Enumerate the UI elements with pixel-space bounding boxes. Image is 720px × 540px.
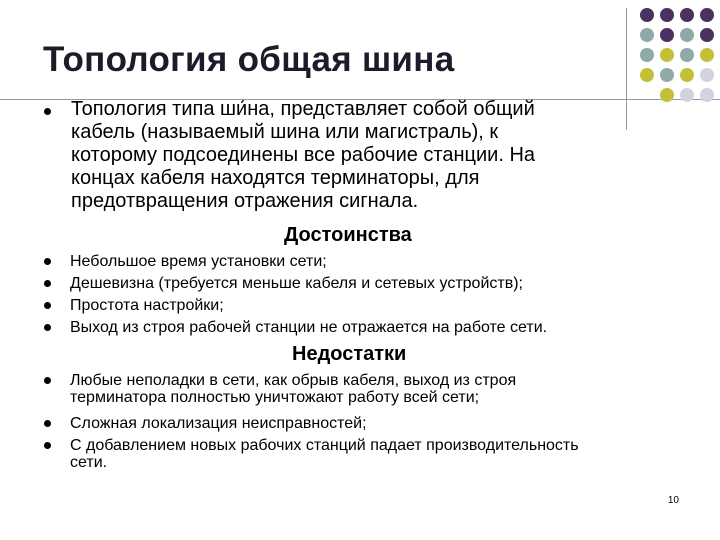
decorative-dot bbox=[680, 68, 694, 82]
decorative-dot bbox=[700, 88, 714, 102]
intro-line: концах кабеля находятся терминаторы, для bbox=[71, 167, 480, 189]
disadvantage-item-line: Любые неполадки в сети, как обрыв кабеля, выход из строя bbox=[70, 372, 517, 389]
decorative-dot bbox=[700, 8, 714, 22]
disadvantage-item-line: Сложная локализация неисправностей; bbox=[70, 415, 367, 432]
intro-bullet bbox=[44, 108, 51, 115]
decorative-dot-grid bbox=[640, 8, 720, 118]
decorative-dot bbox=[640, 68, 654, 82]
decorative-dot bbox=[660, 8, 674, 22]
intro-line: предотвращения отражения сигнала. bbox=[71, 190, 419, 212]
intro-line: Топология типа ши́на, представляет собой общий bbox=[71, 98, 535, 120]
disadvantage-item-line: С добавлением новых рабочих станций падает производительность bbox=[70, 437, 579, 454]
decorative-dot bbox=[660, 88, 674, 102]
slide-number: 10 bbox=[667, 495, 679, 506]
disadvantage-item-line: сети. bbox=[70, 454, 108, 471]
intro-line: кабель (называемый шина или магистраль), к bbox=[71, 121, 499, 143]
decorative-dot bbox=[660, 48, 674, 62]
disadvantage-bullet bbox=[44, 377, 51, 384]
title-divider-vertical bbox=[626, 8, 627, 130]
advantage-bullet bbox=[44, 258, 51, 265]
advantage-bullet bbox=[44, 324, 51, 331]
disadvantage-item-line: терминатора полностью уничтожают работу всей сети; bbox=[70, 389, 480, 406]
advantages-heading: Достоинства bbox=[284, 224, 412, 246]
decorative-dot bbox=[700, 68, 714, 82]
advantage-bullet bbox=[44, 280, 51, 287]
decorative-dot bbox=[660, 28, 674, 42]
advantage-item: Простота настройки; bbox=[70, 297, 224, 314]
decorative-dot bbox=[640, 28, 654, 42]
decorative-dot bbox=[680, 8, 694, 22]
decorative-dot bbox=[660, 68, 674, 82]
decorative-dot bbox=[640, 8, 654, 22]
disadvantage-bullet bbox=[44, 442, 51, 449]
intro-line: которому подсоединены все рабочие станции. На bbox=[71, 144, 536, 166]
decorative-dot bbox=[700, 48, 714, 62]
disadvantage-bullet bbox=[44, 420, 51, 427]
decorative-dot bbox=[680, 28, 694, 42]
advantage-bullet bbox=[44, 302, 51, 309]
decorative-dot bbox=[700, 28, 714, 42]
decorative-dot bbox=[680, 88, 694, 102]
advantage-item: Дешевизна (требуется меньше кабеля и сетевых устройств); bbox=[70, 275, 523, 292]
decorative-dot bbox=[680, 48, 694, 62]
advantage-item: Выход из строя рабочей станции не отражается на работе сети. bbox=[70, 319, 548, 336]
decorative-dot bbox=[640, 48, 654, 62]
slide-title: Топология общая шина bbox=[43, 40, 455, 79]
advantage-item: Небольшое время установки сети; bbox=[70, 253, 327, 270]
disadvantages-heading: Недостатки bbox=[292, 343, 407, 365]
